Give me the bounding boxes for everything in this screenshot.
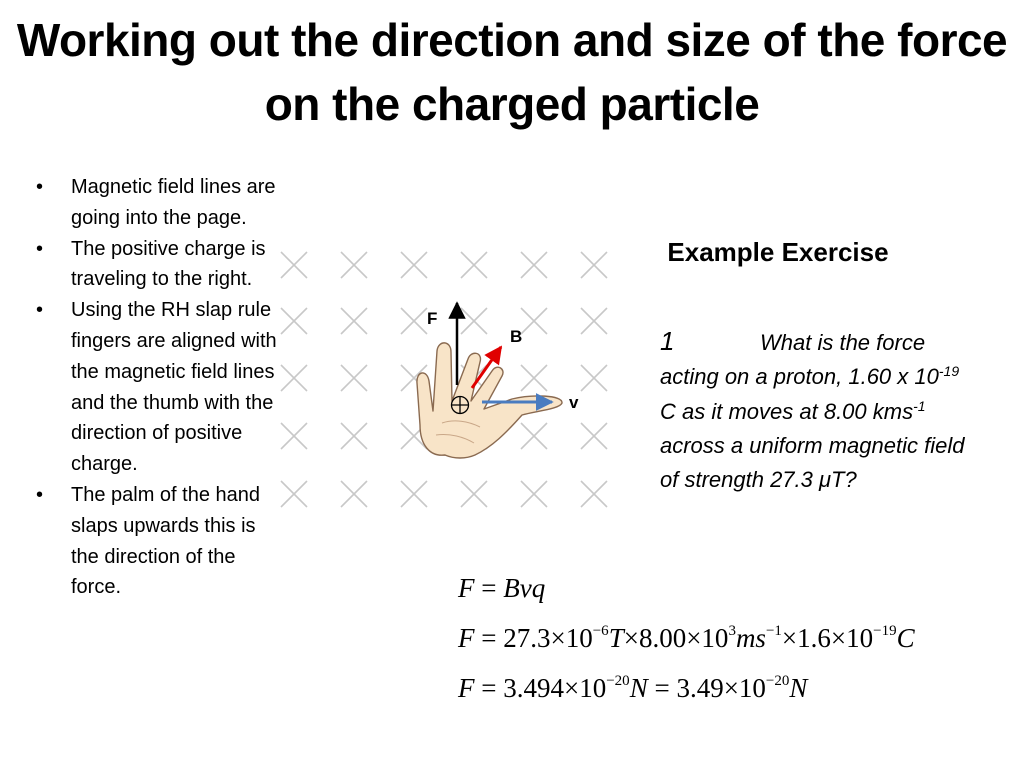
field-cross-mark [461,252,487,278]
equation-symbol: F [458,623,475,653]
field-cross-mark [281,481,307,507]
right-hand-icon [417,343,562,458]
field-cross-mark [461,481,487,507]
equation-symbol: F [458,573,475,603]
equation-exponent: −6 [592,623,609,639]
bullet-item: • Using the RH slap rule fingers are aligned with the magnetic field lines and the thumb with the direction of positive charge. [34,295,284,480]
bullet-list [34,172,284,603]
example-question [660,324,980,497]
field-cross-mark [281,252,307,278]
field-cross-mark [581,365,607,391]
equation-value: 3.494×10 [503,673,607,703]
equation-unit: N [789,673,808,703]
equation-expression: Bvq [503,573,546,603]
field-cross-mark [521,423,547,449]
force-label: F [427,309,438,328]
field-cross-mark [341,308,367,334]
equation-unit: N [629,673,648,703]
equation-line-result: $F = 3.494\times 10^{-20}N = 3.49\times 10^{-20}N$ [458,673,808,703]
field-cross-mark [401,481,427,507]
bullet-item: • The palm of the hand slaps upwards this is the direction of the force. [34,480,284,603]
question-text: across a uniform magnetic field of strength 27.3 μT? [660,432,965,493]
example-heading: Example Exercise [667,237,889,267]
field-cross-mark [521,308,547,334]
field-cross-mark [581,252,607,278]
equation-value: ×8.00×10 [623,623,729,653]
field-cross-mark [401,308,427,334]
equation-line-substitution: $F = 27.3\times 10^{-6}T\times 8.00\times 10^3ms^{-1}\times 1.6\times 10^{-19}C$ [458,623,915,653]
equation-value: ×1.6×10 [781,623,874,653]
field-cross-mark [521,252,547,278]
field-cross-mark [521,365,547,391]
equation-exponent: 3 [728,623,736,639]
equation-exponent: −19 [873,623,897,639]
velocity-label: v [569,393,579,412]
equation-value: 3.49×10 [676,673,766,703]
field-cross-mark [341,365,367,391]
equation-value: 27.3×10 [503,623,593,653]
field-cross-mark [581,423,607,449]
field-cross-mark [521,481,547,507]
field-cross-mark [281,423,307,449]
slide-title: Working out the direction and size of the force on the charged particle [16,14,1008,130]
question-number: 1 [660,326,675,356]
bullet-item: • The positive charge is traveling to the right. [34,234,284,296]
question-text: What is the force acting on a proton, 1.60 x 10 [660,330,939,390]
charge-circle-plus-icon [452,397,469,414]
field-cross-mark [281,365,307,391]
field-cross-mark [341,423,367,449]
question-text: C as it moves at 8.00 kms [660,398,914,424]
equation-unit: C [896,623,915,653]
equation-exponent: −20 [765,673,790,689]
equation-block [458,563,998,713]
question-exponent: -19 [938,363,960,380]
equation-line-formula: F = Bvq [458,573,546,603]
equation-unit: ms [735,623,766,653]
field-cross-mark [461,308,487,334]
field-cross-mark [581,308,607,334]
field-cross-mark [281,308,307,334]
field-cross-mark [341,481,367,507]
bullet-item: • Magnetic field lines are going into the page. [34,172,284,234]
equation-symbol: F [458,673,475,703]
field-cross-mark [401,252,427,278]
field-cross-mark [581,481,607,507]
equation-exponent: −1 [765,623,782,639]
field-cross-mark [341,252,367,278]
hand-rule-diagram [270,235,630,530]
equation-exponent: −20 [606,673,630,689]
question-exponent: -1 [913,397,926,414]
equation-unit: T [608,623,624,653]
field-label: B [510,327,523,346]
